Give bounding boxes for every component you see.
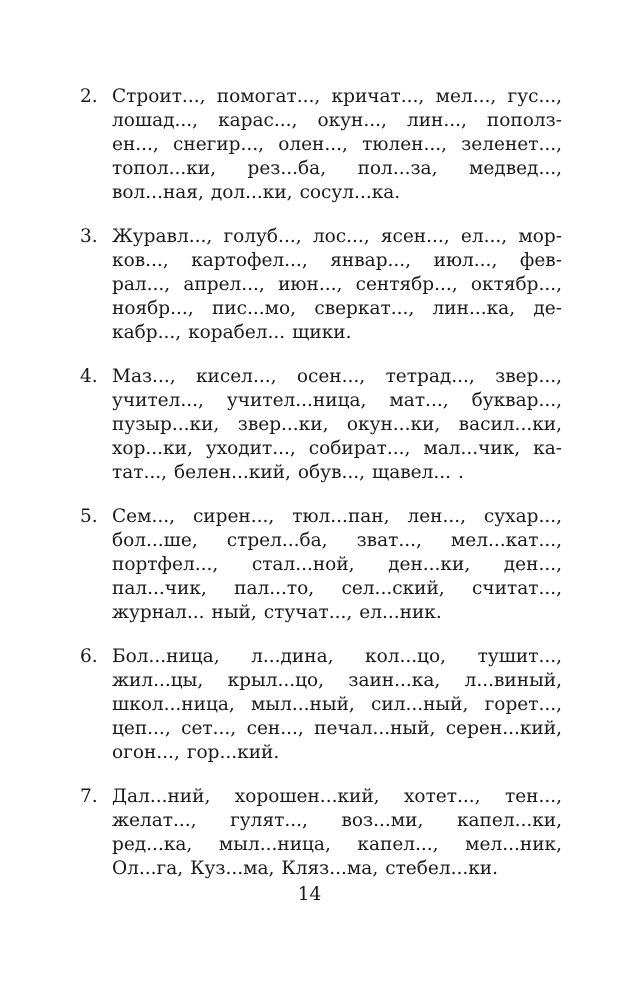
word: звер...ки, (237, 414, 329, 435)
word: звер..., (495, 366, 562, 387)
word: мыл...ный, (251, 694, 355, 715)
word: мал...чик, (423, 438, 521, 459)
word: сухар..., (483, 506, 562, 527)
word: корабел... (188, 322, 286, 343)
word: рез...ба, (247, 158, 327, 179)
word: тюлен..., (362, 134, 448, 155)
word: помогат..., (216, 86, 321, 107)
word: стрел...ба, (226, 530, 328, 551)
word: гор...кий. (186, 742, 280, 763)
word: огон..., (112, 742, 180, 763)
word: собират..., (308, 438, 411, 459)
word: кол...цо, (365, 646, 447, 667)
exercise-line (80, 389, 562, 413)
word: рал..., (112, 274, 171, 295)
word: ный, (211, 602, 257, 623)
word: ка- (533, 438, 562, 459)
word: горет..., (484, 694, 562, 715)
exercise-line (80, 181, 562, 205)
word: карас..., (218, 110, 298, 131)
word: Строит..., (112, 86, 206, 107)
exercise-line (80, 857, 562, 881)
word: мел..., (435, 86, 497, 107)
word: пополз- (486, 110, 562, 131)
exercise-6 (80, 645, 562, 765)
word: хорошен...кий, (234, 786, 380, 807)
exercise-line (80, 833, 562, 857)
word: сентябр..., (355, 274, 458, 295)
exercise-number: 3. (80, 226, 98, 247)
word: ден..., (503, 554, 562, 575)
word: зват..., (356, 530, 422, 551)
exercise-line-start (80, 225, 212, 249)
word: мел...кат..., (450, 530, 562, 551)
word: Журавл..., (112, 226, 213, 247)
word: тат..., (112, 462, 168, 483)
exercise-line (80, 249, 562, 273)
word: печал...ный, (314, 718, 436, 739)
exercise-3 (80, 225, 562, 345)
word: сет..., (181, 718, 237, 739)
word: пал...то, (234, 578, 315, 599)
exercise-line-start (80, 365, 176, 389)
exercise-line (80, 413, 562, 437)
word: ясен..., (380, 226, 450, 247)
word: кабр..., (112, 322, 182, 343)
exercise-4 (80, 365, 562, 485)
word: мел...ник, (465, 834, 562, 855)
word: тюл...пан, (292, 506, 390, 527)
word: тетрад..., (385, 366, 475, 387)
word: капел..., (357, 834, 439, 855)
word: сел...ский, (341, 578, 445, 599)
word: сен..., (246, 718, 304, 739)
exercise-number: 2. (80, 86, 98, 107)
word: гулят..., (230, 810, 308, 831)
exercise-line (80, 461, 562, 485)
word: де- (533, 298, 562, 319)
exercise-line (80, 785, 562, 809)
word: учител..., (112, 390, 204, 411)
exercise-line (80, 553, 562, 577)
exercise-line (80, 437, 562, 461)
exercise-line (80, 225, 562, 249)
exercise-line (80, 669, 562, 693)
word: щики. (292, 322, 352, 343)
exercise-line (80, 645, 562, 669)
exercise-number: 7. (80, 786, 98, 807)
word: сосул...ка. (299, 182, 401, 203)
word: пузыр...ки, (112, 414, 220, 435)
word: тен..., (504, 786, 562, 807)
word: сил...ный, (371, 694, 469, 715)
word: картофел..., (191, 250, 308, 271)
word: осен..., (296, 366, 366, 387)
word: учител...ница, (226, 390, 367, 411)
word: капел...ки, (456, 810, 562, 831)
word: сверкат..., (314, 298, 415, 319)
word: лен..., (407, 506, 466, 527)
word: топол...ки, (112, 158, 217, 179)
word: ков..., (112, 250, 169, 271)
exercise-line (80, 741, 562, 765)
word: зеленет..., (461, 134, 562, 155)
word: мыл...ница, (218, 834, 331, 855)
exercise-line-start (80, 85, 205, 109)
word: журнал... (112, 602, 205, 623)
exercise-number: 5. (80, 506, 98, 527)
exercise-line (80, 273, 562, 297)
word: окун..., (317, 110, 387, 131)
word: . (458, 462, 464, 483)
word: л...дина, (251, 646, 334, 667)
word: июл..., (433, 250, 498, 271)
word: белен...кий, (174, 462, 291, 483)
word: вол...ная, (112, 182, 204, 203)
word: сирен..., (192, 506, 275, 527)
word: Маз..., (112, 366, 176, 387)
exercise-line (80, 529, 562, 553)
exercise-line (80, 85, 562, 109)
exercise-line (80, 365, 562, 389)
word: июн..., (278, 274, 343, 295)
word: ел..., (460, 226, 508, 247)
word: уходит..., (205, 438, 296, 459)
word: кричат..., (331, 86, 425, 107)
word: хотет..., (404, 786, 481, 807)
word: Дал...ний, (112, 786, 211, 807)
word: окун...ки, (346, 414, 441, 435)
word: медвед..., (468, 158, 562, 179)
word: школ...ница, (112, 694, 235, 715)
word: стучат..., (263, 602, 353, 623)
word: пис...мо, (211, 298, 297, 319)
word: стал...ной, (251, 554, 355, 575)
exercise-line (80, 157, 562, 181)
word: заин...ка, (348, 670, 441, 691)
exercise-line (80, 693, 562, 717)
exercise-line-start (80, 785, 210, 809)
word: жил...цы, (112, 670, 204, 691)
word: Ол...га, (112, 858, 184, 879)
word: ноябр..., (112, 298, 194, 319)
word: считат..., (472, 578, 562, 599)
word: ел...ник. (359, 602, 442, 623)
exercise-line (80, 297, 562, 321)
word: портфел..., (112, 554, 219, 575)
word: Сем..., (112, 506, 176, 527)
word: л...виный, (464, 670, 562, 691)
word: тушит..., (477, 646, 562, 667)
exercise-line (80, 809, 562, 833)
word: Кляз...ма, (281, 858, 379, 879)
word: ред...ка, (112, 834, 193, 855)
exercise-7 (80, 785, 562, 881)
word: щавел... (372, 462, 452, 483)
word: снегир..., (173, 134, 265, 155)
word: лошад..., (112, 110, 199, 131)
word: Куз...ма, (190, 858, 275, 879)
word: обув..., (297, 462, 366, 483)
exercise-line (80, 577, 562, 601)
exercise-line (80, 717, 562, 741)
exercise-2 (80, 85, 562, 205)
word: гус..., (507, 86, 562, 107)
word: кисел..., (195, 366, 277, 387)
word: лос..., (312, 226, 370, 247)
exercise-line (80, 109, 562, 133)
word: мат..., (389, 390, 449, 411)
word: крыл...цо, (227, 670, 325, 691)
word: дол...ки, (210, 182, 293, 203)
word: январ..., (330, 250, 412, 271)
word: лин..., (406, 110, 467, 131)
word: цеп..., (112, 718, 171, 739)
word: буквар..., (471, 390, 562, 411)
exercise-line-start (80, 645, 220, 669)
word: олен..., (278, 134, 348, 155)
word: ен..., (112, 134, 159, 155)
word: серен...кий, (445, 718, 562, 739)
word: лин...ка, (432, 298, 516, 319)
word: октябр..., (470, 274, 562, 295)
word: фев- (519, 250, 562, 271)
exercise-line (80, 505, 562, 529)
word: бол...ше, (112, 530, 198, 551)
word: воз...ми, (341, 810, 424, 831)
word: мор- (518, 226, 562, 247)
word: Бол...ница, (112, 646, 220, 667)
word: пол...за, (357, 158, 438, 179)
exercise-number: 6. (80, 646, 98, 667)
exercise-line (80, 133, 562, 157)
page-number: 14 (297, 884, 322, 905)
exercise-line (80, 601, 562, 625)
word: ден...ки, (388, 554, 471, 575)
word: апрел..., (183, 274, 265, 295)
word: хор...ки, (112, 438, 193, 459)
exercise-number: 4. (80, 366, 98, 387)
word: васил...ки, (458, 414, 562, 435)
word: голуб..., (223, 226, 302, 247)
word: желат..., (112, 810, 197, 831)
word: стебел...ки. (385, 858, 499, 879)
exercise-line-start (80, 505, 175, 529)
word: пал...чик, (112, 578, 207, 599)
exercise-5 (80, 505, 562, 625)
exercise-line (80, 321, 562, 345)
